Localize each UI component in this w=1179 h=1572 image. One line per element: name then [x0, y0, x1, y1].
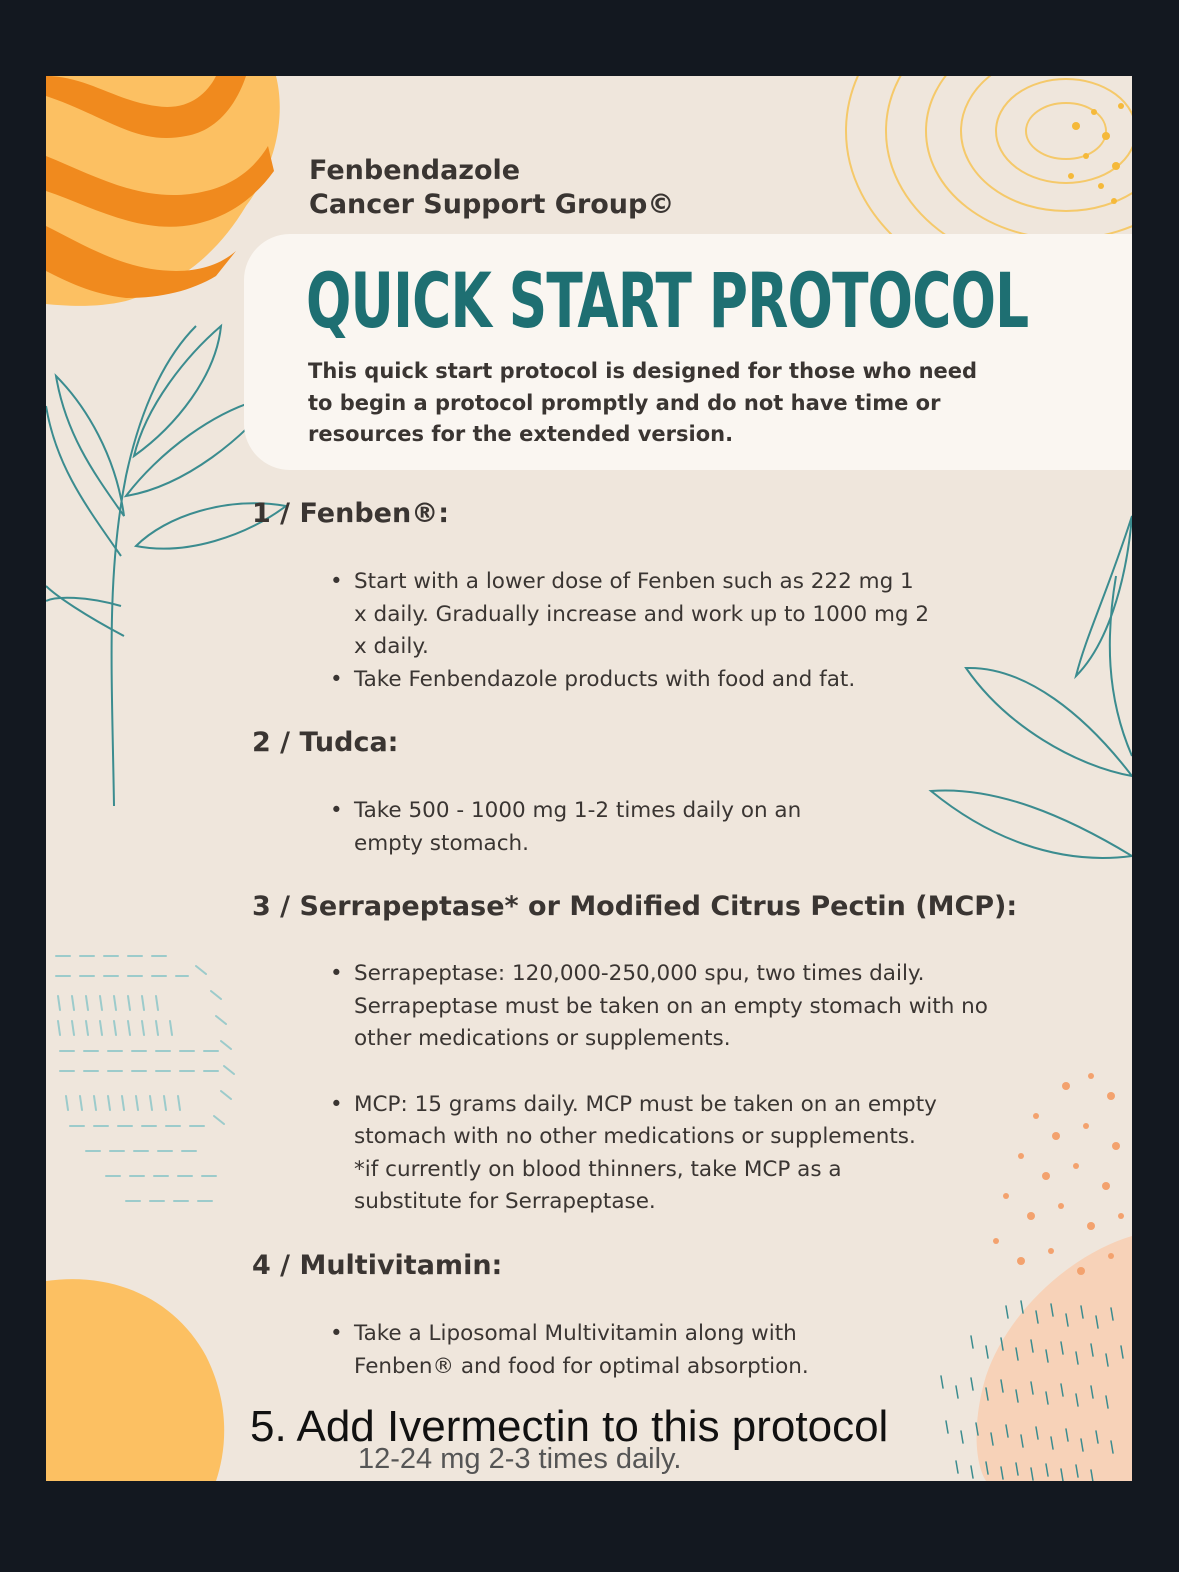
bullet-list-serrapeptase-mcp — [330, 958, 995, 1219]
yellow-dots-top — [1068, 103, 1124, 204]
protocol-flyer — [46, 76, 1132, 1481]
bullet-list-fenben — [330, 566, 930, 696]
org-line-1: Fenbendazole — [309, 155, 521, 186]
bullet-list-tudca — [330, 795, 870, 860]
list-item: • Take 500 - 1000 mg 1-2 times daily on an empty stomach. — [330, 795, 870, 860]
list-item: • Serrapeptase: 120,000-250,000 spu, two times daily. Serrapeptase must be taken on an empty stomach with no other medications or supplements. — [330, 958, 995, 1056]
list-item: • Take Fenbendazole products with food and fat. — [330, 664, 930, 697]
overlay-caption: 5. Add Ivermectin to this protocol — [250, 1402, 889, 1451]
bullet-list-multivitamin — [330, 1318, 890, 1383]
page-title: QUICK START PROTOCOL — [306, 256, 1029, 345]
list-item-note: *if currently on blood thinners, take MCP as a substitute for Serrapeptase. — [354, 1156, 842, 1214]
list-item: • MCP: 15 grams daily. MCP must be taken on an empty stomach with no other medications or supplements. — [330, 1089, 995, 1154]
peach-dots — [993, 1073, 1124, 1275]
list-item: • Start with a lower dose of Fenben such as 222 mg 1 x daily. Gradually increase and work up to 1000 mg 2 x daily. — [330, 566, 930, 664]
yellow-blob-bottom — [46, 1279, 224, 1481]
org-line-2: Cancer Support Group© — [309, 189, 675, 220]
overlay-subcaption: 12-24 mg 2-3 times daily. — [358, 1443, 682, 1475]
organization-name — [309, 154, 674, 222]
section-title-fenben: 1 / Fenben®: — [252, 498, 449, 529]
section-title-multivitamin: 4 / Multivitamin: — [252, 1250, 503, 1281]
dashed-circle-left — [56, 956, 234, 1201]
peach-blob-bottom — [977, 1236, 1132, 1481]
section-title-tudca: 2 / Tudca: — [252, 727, 399, 758]
leaf-sprig-right — [931, 516, 1132, 858]
intro-description: This quick start protocol is designed for those who need to begin a protocol promptly and do not have time or resources for the extended version. — [308, 359, 978, 446]
section-title-serrapeptase-mcp: 3 / Serrapeptase* or Modified Citrus Pectin (MCP): — [252, 891, 1018, 922]
list-item: • Take a Liposomal Multivitamin along with Fenben® and food for optimal absorption. — [330, 1318, 890, 1383]
